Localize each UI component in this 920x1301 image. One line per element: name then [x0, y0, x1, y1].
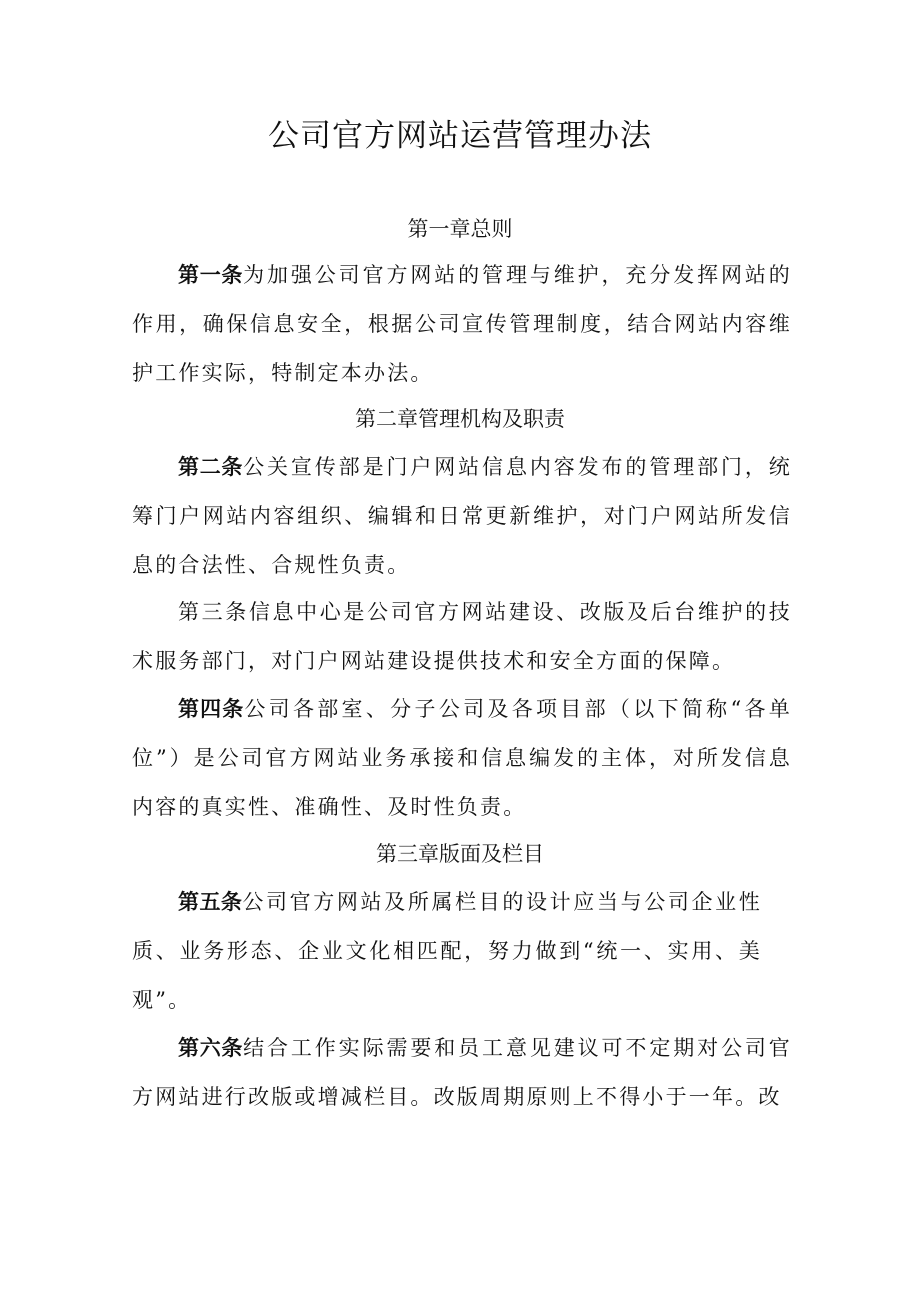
- article-3-lead: 第三条: [178, 600, 249, 624]
- chapter-heading-2: 第二章管理机构及职责: [355, 407, 565, 431]
- article-4-text: 公司各部室、分子公司及各项目部（以下简称“各单位”）是公司官方网站业务承接和信息编发的主体，对所发信息内容的真实性、准确性、及时性负责。: [132, 697, 792, 819]
- article-4: [132, 685, 792, 832]
- article-1-text: 为加强公司官方网站的管理与维护，充分发挥网站的作用，确保信息安全，根据公司宣传管理制度，结合网站内容维护工作实际，特制定本办法。: [132, 263, 792, 385]
- article-1: [132, 251, 792, 398]
- article-3-text: 信息中心是公司官方网站建设、改版及后台维护的技术服务部门，对门户网站建设提供技术和安全方面的保障。: [132, 600, 792, 673]
- article-4-lead: 第四条: [178, 697, 245, 721]
- article-3: [132, 588, 792, 686]
- chapter-heading-1: 第一章总则: [407, 217, 513, 241]
- article-6-text: 结合工作实际需要和员工意见建议可不定期对公司官方网站进行改版或增减栏目。改版周期原则上不得小于一年。改: [132, 1036, 792, 1109]
- document-title: 公司官方网站运营管理办法: [268, 118, 652, 154]
- article-1-lead: 第一条: [178, 263, 244, 287]
- article-5-lead: 第五条: [178, 890, 243, 914]
- article-2-text: 公关宣传部是门户网站信息内容发布的管理部门，统筹门户网站内容组织、编辑和日常更新维护，对门户网站所发信息的合法性、合规性负责。: [132, 455, 792, 577]
- article-2: [132, 443, 792, 590]
- article-5: [132, 878, 762, 1025]
- article-6: [132, 1024, 792, 1122]
- chapter-heading-3: 第三章版面及栏目: [376, 842, 544, 866]
- article-6-lead: 第六条: [178, 1036, 244, 1060]
- article-5-text: 公司官方网站及所属栏目的设计应当与公司企业性质、业务形态、企业文化相匹配，努力做到“统一、实用、美观”。: [132, 890, 762, 1012]
- article-2-lead: 第二条: [178, 455, 244, 479]
